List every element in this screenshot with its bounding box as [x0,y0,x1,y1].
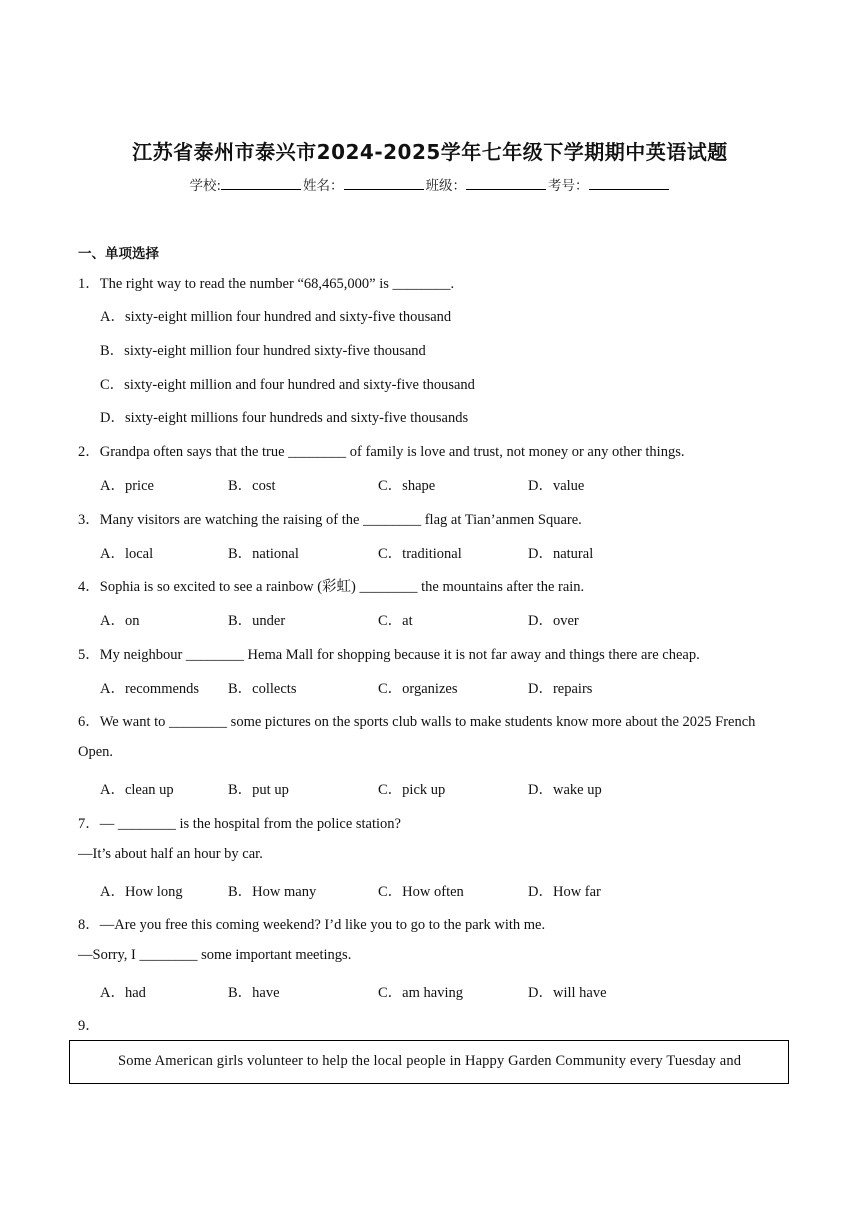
option-b[interactable]: B．How many [228,884,317,900]
question-stem: 2．Grandpa often says that the true ________ of family is love and trust, not money or any other things. [78,444,685,460]
school-blank[interactable] [221,177,301,190]
school-label: 学校: [189,178,222,194]
exam-no-blank[interactable] [589,177,669,190]
option-d[interactable]: D．over [528,613,579,629]
question-stem: 6．We want to ________ some pictures on the sports club walls to make students know more about the 2025 French [78,714,756,730]
question-stem: 3．Many visitors are watching the raising of the ________ flag at Tian’anmen Square. [78,512,582,528]
option-d[interactable]: D．wake up [528,782,602,798]
option-b[interactable]: B．have [228,985,280,1001]
question-stem: 1．The right way to read the number “68,465,000” is ________. [78,276,455,292]
question-stem: 7．— ________ is the hospital from the police station? [78,816,401,832]
option-a[interactable]: A．local [100,546,154,562]
option-b[interactable]: B．collects [228,681,297,697]
option-b[interactable]: B．put up [228,782,289,798]
student-info-line [0,174,860,194]
question-stem: 4．Sophia is so excited to see a rainbow (彩虹) ________ the mountains after the rain. [78,579,585,595]
option-d[interactable]: D．natural [528,546,594,562]
option-d[interactable]: D．value [528,478,585,494]
option-c[interactable]: C．traditional [378,546,462,562]
option-c[interactable]: C．shape [378,478,436,494]
question-stem: 5．My neighbour ________ Hema Mall for shopping because it is not far away and things there are cheap. [78,647,700,663]
option-d[interactable]: D．repairs [528,681,593,697]
option-c[interactable]: C．organizes [378,681,458,697]
option-a[interactable]: A．How long [100,884,183,900]
question-stem-continued: Open. [78,744,114,760]
option-d[interactable]: D．How far [528,884,601,900]
passage-text: Some American girls volunteer to help the local people in Happy Garden Community every Tuesday and [118,1053,742,1069]
option-b[interactable]: B．sixty-eight million four hundred sixty-five thousand [100,343,426,359]
exam-no-label: 考号： [548,178,589,194]
section-heading: 一、单项选择 [78,246,159,262]
question-stem: 9． [78,1018,100,1034]
page-title: 江苏省泰州市泰兴市2024-2025学年七年级下学期期中英语试题 [132,140,728,164]
class-label: 班级： [425,178,467,194]
option-d[interactable]: D．sixty-eight millions four hundreds and sixty-five thousands [100,410,469,426]
option-b[interactable]: B．under [228,613,286,629]
option-c[interactable]: C．at [378,613,413,629]
option-a[interactable]: A．price [100,478,154,494]
option-d[interactable]: D．will have [528,985,607,1001]
question-stem: 8．—Are you free this coming weekend? I’d like you to go to the park with me. [78,917,546,933]
dialogue-reply: —It’s about half an hour by car. [78,846,263,862]
option-a[interactable]: A．had [100,985,146,1001]
name-label: 姓名： [303,178,344,194]
option-a[interactable]: A．recommends [100,681,200,697]
option-c[interactable]: C．am having [378,985,463,1001]
option-b[interactable]: B．cost [228,478,276,494]
option-a[interactable]: A．clean up [100,782,174,798]
option-c[interactable]: C．How often [378,884,464,900]
class-blank[interactable] [466,177,546,190]
name-blank[interactable] [344,177,424,190]
option-b[interactable]: B．national [228,546,299,562]
option-a[interactable]: A．on [100,613,140,629]
option-c[interactable]: C．sixty-eight million and four hundred and sixty-five thousand [100,377,475,393]
option-c[interactable]: C．pick up [378,782,446,798]
option-a[interactable]: A．sixty-eight million four hundred and sixty-five thousand [100,309,452,325]
dialogue-reply: —Sorry, I ________ some important meetings. [78,947,352,963]
